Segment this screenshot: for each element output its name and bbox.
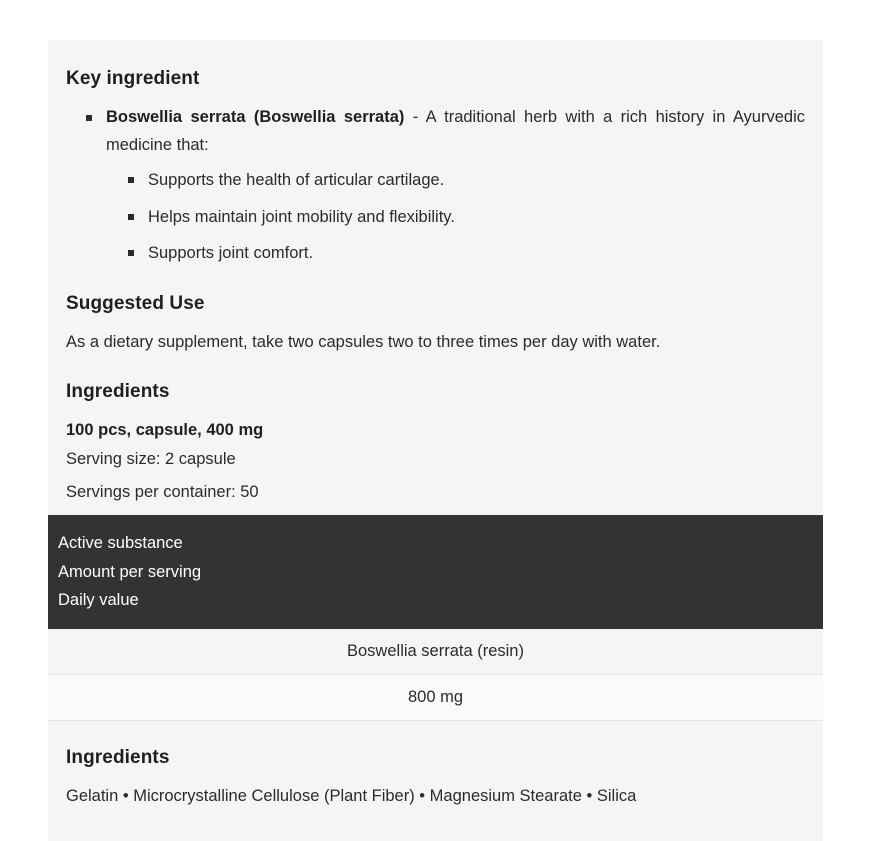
supplement-facts-header [48, 515, 823, 629]
ingredient-description: - A traditional herb with a rich history in Ayurvedic medicine that: [106, 108, 805, 154]
table-header-active-substance: Active substance [58, 534, 183, 553]
list-item: Supports the health of articular cartilage. [128, 167, 805, 193]
panel-content [48, 68, 823, 505]
ingredient-name: Boswellia serrata (Boswellia serrata) [106, 108, 405, 126]
list-item: Supports joint comfort. [128, 240, 805, 266]
serving-size-text: Serving size: 2 capsule [66, 450, 236, 469]
table-header-amount-per-serving: Amount per serving [58, 562, 202, 581]
other-ingredients-block [48, 747, 823, 809]
key-ingredient-list [66, 104, 805, 267]
suggested-use-heading: Suggested Use [66, 292, 205, 314]
list-item: Helps maintain joint mobility and flexibility. [128, 204, 805, 230]
ingredients-heading: Ingredients [66, 381, 170, 402]
product-info-panel [48, 40, 823, 841]
other-ingredients-heading: Ingredients [66, 746, 170, 768]
supplement-facts-table [48, 515, 823, 721]
table-row: 800 mg [48, 675, 823, 721]
other-ingredients-text: Gelatin • Microcrystalline Cellulose (Plant Fiber) • Magnesium Stearate • Silica [66, 786, 637, 805]
key-ingredient-benefits-list [106, 167, 805, 266]
key-ingredient-heading: Key ingredient [66, 68, 200, 89]
table-row: Boswellia serrata (resin) [48, 629, 823, 675]
pack-size-text: 100 pcs, capsule, 400 mg [66, 421, 264, 439]
suggested-use-text: As a dietary supplement, take two capsules two to three times per day with water. [66, 332, 661, 351]
list-item [86, 104, 805, 267]
table-header-daily-value: Daily value [58, 591, 139, 610]
servings-per-container-text: Servings per container: 50 [66, 482, 259, 501]
